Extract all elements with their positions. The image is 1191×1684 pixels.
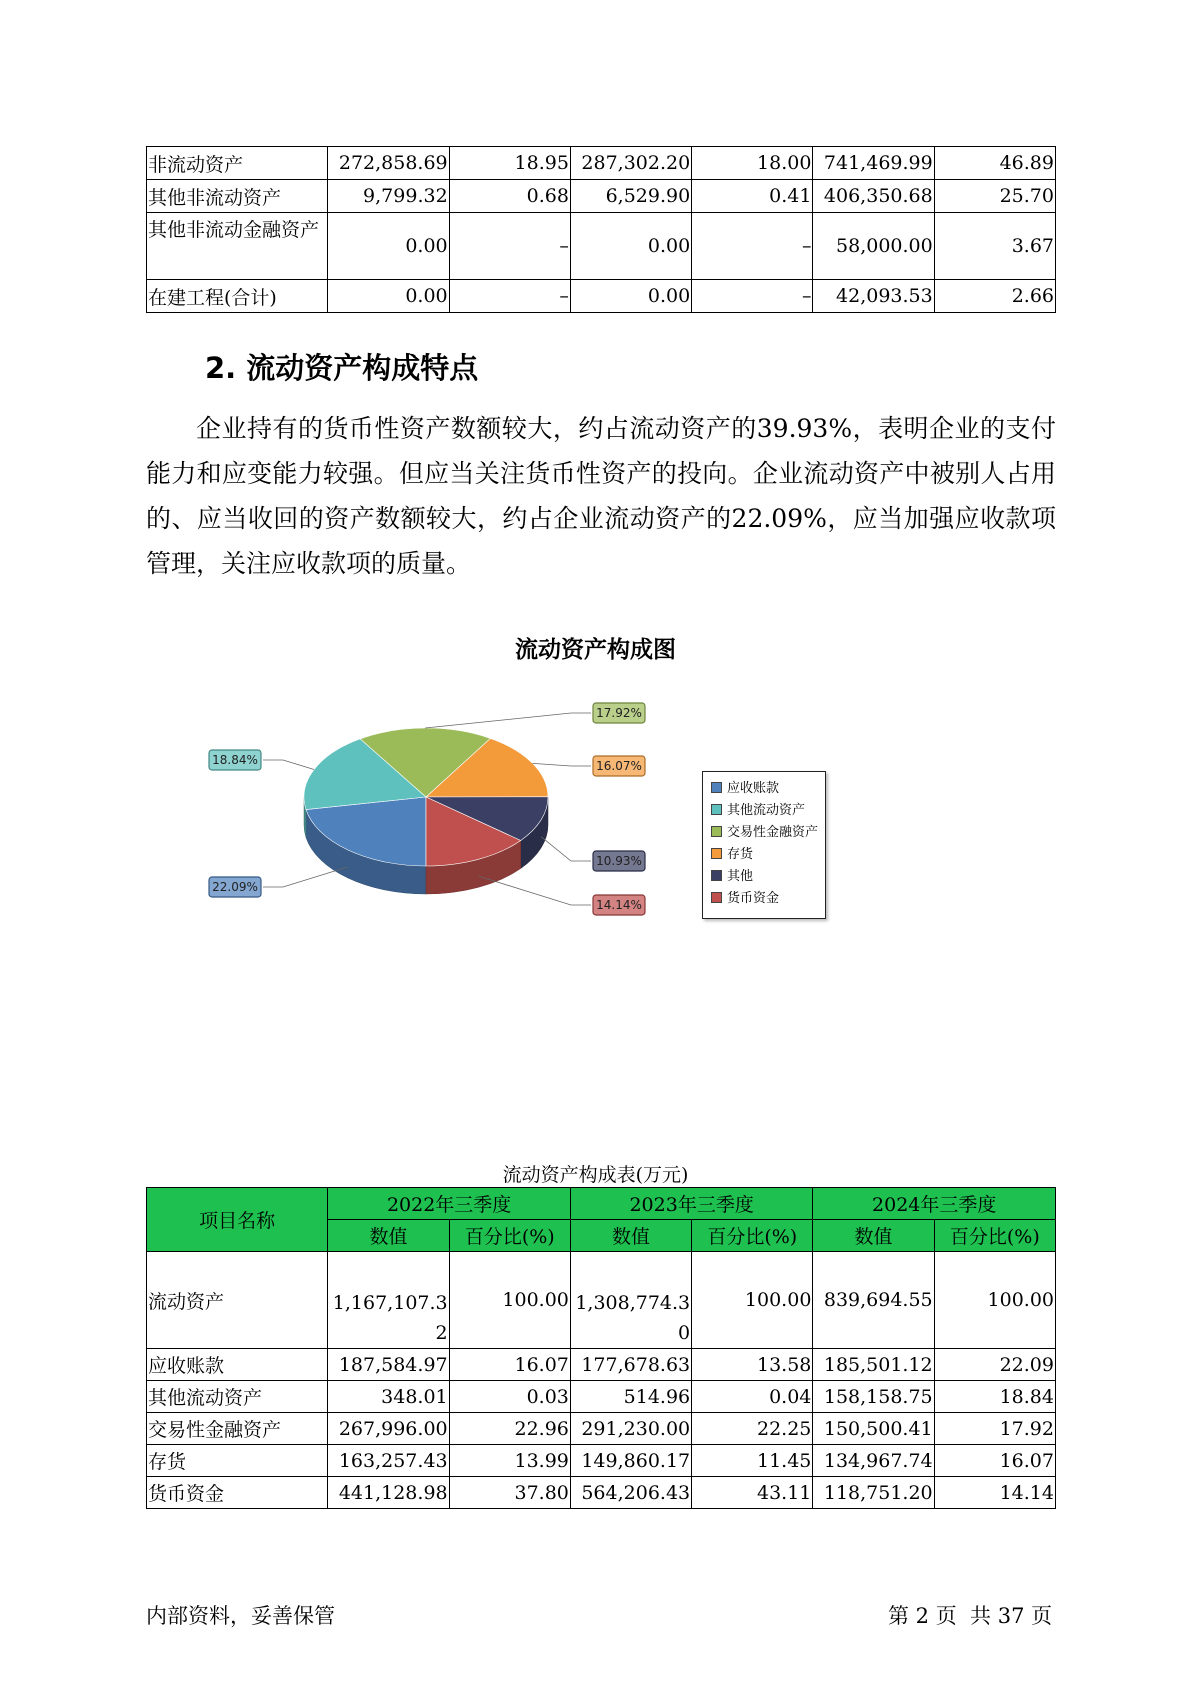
cell-percent: – (692, 280, 813, 313)
cell-percent: – (449, 213, 570, 280)
legend-swatch (711, 870, 722, 881)
cell-percent: 16.07 (934, 1445, 1055, 1477)
data-label: 18.84% (212, 753, 258, 767)
cell-percent: 16.07 (449, 1349, 570, 1381)
table-caption: 流动资产构成表(万元) (502, 1164, 689, 1186)
header-percent: 百分比(%) (692, 1220, 813, 1252)
legend-label: 存货 (727, 847, 754, 862)
cell-value: 149,860.17 (570, 1445, 691, 1477)
cell-value: 118,751.20 (813, 1477, 934, 1509)
legend-item (703, 844, 825, 866)
legend-swatch (711, 782, 722, 793)
legend-swatch (711, 892, 722, 903)
cell-value: 177,678.63 (570, 1349, 691, 1381)
cell-value: 9,799.32 (328, 180, 449, 213)
row-label: 在建工程(合计) (147, 280, 328, 313)
section-heading: 2. 流动资产构成特点 (205, 351, 479, 385)
legend-label: 其他流动资产 (727, 803, 806, 818)
table-row (147, 1252, 1056, 1349)
paragraph-text: 企业持有的货币性资产数额较大，约占流动资产的39.93%，表明企业的支付能力和应变能力较强。但应当关注货币性资产的投向。企业流动资产中被别人占用的、应当收回的资产数额较大，约占企业流动资产的22.09%，应当加强应收款项管理，关注应收款项的质量。 (146, 414, 1056, 578)
cell-percent: 100.00 (692, 1252, 813, 1349)
legend-label: 货币资金 (727, 891, 780, 906)
row-label: 非流动资产 (147, 147, 328, 180)
cell-value: 406,350.68 (813, 180, 934, 213)
cell-value: 0.00 (328, 280, 449, 313)
cell-percent: 3.67 (934, 213, 1055, 280)
cell-value: 514.96 (570, 1381, 691, 1413)
header-item-name: 项目名称 (147, 1188, 328, 1252)
cell-value: 6,529.90 (570, 180, 691, 213)
legend-item (703, 866, 825, 888)
cell-value: 150,500.41 (813, 1413, 934, 1445)
row-label: 货币资金 (147, 1477, 328, 1509)
footer-page-number: 第 2 页 共 37 页 (888, 1604, 1053, 1628)
cell-percent: – (449, 280, 570, 313)
legend-swatch (711, 826, 722, 837)
table-row (147, 1349, 1056, 1381)
cell-percent: 46.89 (934, 147, 1055, 180)
cell-percent: 18.84 (934, 1381, 1055, 1413)
footer-confidential: 内部资料，妥善保管 (146, 1604, 335, 1628)
cell-percent: 100.00 (449, 1252, 570, 1349)
cell-percent: 22.96 (449, 1413, 570, 1445)
legend-label: 应收账款 (727, 781, 780, 796)
data-label: 16.07% (596, 759, 642, 773)
cell-percent: 22.09 (934, 1349, 1055, 1381)
cell-value: 1,167,107.32 (328, 1252, 449, 1349)
legend-swatch (711, 804, 722, 815)
leader-line (541, 837, 591, 861)
chart-title: 流动资产构成图 (515, 637, 676, 663)
chart-legend (702, 771, 826, 919)
leader-line (263, 760, 314, 770)
cell-value: 42,093.53 (813, 280, 934, 313)
cell-percent: 13.99 (449, 1445, 570, 1477)
cell-percent: 43.11 (692, 1477, 813, 1509)
cell-value: 564,206.43 (570, 1477, 691, 1509)
cell-percent: 11.45 (692, 1445, 813, 1477)
row-label: 交易性金融资产 (147, 1413, 328, 1445)
legend-swatch (711, 848, 722, 859)
cell-percent: 2.66 (934, 280, 1055, 313)
data-label: 17.92% (596, 706, 642, 720)
row-label: 流动资产 (147, 1252, 328, 1349)
cell-value: 272,858.69 (328, 147, 449, 180)
cell-percent: 22.25 (692, 1413, 813, 1445)
cell-value: 741,469.99 (813, 147, 934, 180)
cell-percent: 37.80 (449, 1477, 570, 1509)
cell-percent: 0.68 (449, 180, 570, 213)
data-label: 14.14% (596, 898, 642, 912)
table-row (147, 1413, 1056, 1445)
cell-value: 0.00 (570, 213, 691, 280)
cell-value: 441,128.98 (328, 1477, 449, 1509)
cell-value: 0.00 (570, 280, 691, 313)
cell-value: 163,257.43 (328, 1445, 449, 1477)
cell-percent: 0.41 (692, 180, 813, 213)
row-label: 其他非流动资产 (147, 180, 328, 213)
legend-label: 交易性金融资产 (727, 825, 819, 840)
cell-value: 134,967.74 (813, 1445, 934, 1477)
cell-percent: 0.03 (449, 1381, 570, 1413)
table-row (147, 1477, 1056, 1509)
row-label: 其他流动资产 (147, 1381, 328, 1413)
cell-value: 287,302.20 (570, 147, 691, 180)
header-year-2022: 2022年三季度 (328, 1188, 571, 1220)
cell-value: 187,584.97 (328, 1349, 449, 1381)
leader-line (533, 763, 591, 766)
legend-item (703, 822, 825, 844)
legend-item (703, 800, 825, 822)
cell-value: 0.00 (328, 213, 449, 280)
cell-percent: – (692, 213, 813, 280)
table-row (147, 1381, 1056, 1413)
row-label: 存货 (147, 1445, 328, 1477)
cell-percent: 18.00 (692, 147, 813, 180)
header-value: 数值 (813, 1220, 934, 1252)
cell-value: 291,230.00 (570, 1413, 691, 1445)
cell-value: 1,308,774.30 (570, 1252, 691, 1349)
row-label: 应收账款 (147, 1349, 328, 1381)
leader-line (425, 713, 591, 728)
header-percent: 百分比(%) (934, 1220, 1055, 1252)
legend-item (703, 888, 825, 910)
cell-percent: 14.14 (934, 1477, 1055, 1509)
legend-item (703, 778, 825, 800)
data-label: 10.93% (596, 854, 642, 868)
current-assets-table (146, 1187, 1056, 1509)
header-year-2024: 2024年三季度 (813, 1188, 1056, 1220)
table-row (147, 1445, 1056, 1477)
header-value: 数值 (328, 1220, 449, 1252)
cell-percent: 25.70 (934, 180, 1055, 213)
legend-label: 其他 (727, 869, 754, 884)
header-year-2023: 2023年三季度 (570, 1188, 813, 1220)
cell-percent: 18.95 (449, 147, 570, 180)
cell-value: 348.01 (328, 1381, 449, 1413)
cell-value: 839,694.55 (813, 1252, 934, 1349)
cell-percent: 0.04 (692, 1381, 813, 1413)
header-value: 数值 (570, 1220, 691, 1252)
cell-percent: 17.92 (934, 1413, 1055, 1445)
cell-value: 158,158.75 (813, 1381, 934, 1413)
data-label: 22.09% (212, 880, 258, 894)
cell-percent: 13.58 (692, 1349, 813, 1381)
cell-percent: 100.00 (934, 1252, 1055, 1349)
cell-value: 58,000.00 (813, 213, 934, 280)
header-percent: 百分比(%) (449, 1220, 570, 1252)
cell-value: 185,501.12 (813, 1349, 934, 1381)
cell-value: 267,996.00 (328, 1413, 449, 1445)
row-label: 其他非流动金融资产 (147, 213, 328, 280)
